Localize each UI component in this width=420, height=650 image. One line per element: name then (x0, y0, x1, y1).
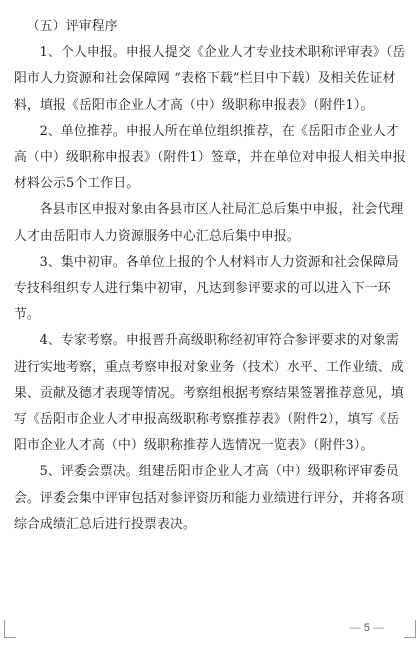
paragraph-committee-vote: 5、评委会票决。组建岳阳市企业人才高（中）级职称评审委员会。评委会集中评审包括对参评资历和能力业绩进行评分，并将各项综合成绩汇总后进行投票表决。 (14, 464, 404, 532)
document-body (14, 14, 408, 538)
crop-mark-left-horizontal (4, 637, 16, 638)
section-heading: （五）评审程序 (26, 19, 118, 34)
paragraph-preliminary-review: 3、集中初审。各单位上报的个人材料市人力资源和社会保障局专技科组织专人进行集中初审，凡达到参评要求的可以进入下一环节。 (14, 254, 399, 323)
crop-mark-left-vertical (4, 620, 5, 638)
paragraph-expert-inspection: 4、专家考察。申报晋升高级职称经初审符合参评要求的对象需进行实地考察，重点考察申报对象业务（技术）水平、工作业绩、成果、贡献及德才表现等情况。考察组根据考察结果签署推荐意见，填写《岳阳市企业人才申报高级职称考察推荐表》（附件2），填写《岳阳市企业人才高（中）级职称推荐人选情况一览表》（附件3）。 (14, 333, 404, 454)
paragraph-individual-application: 1、个人申报。申报人提交《企业人才专业技术职称评审表》（岳阳市人力资源和社会保障网 “表格下载”栏目中下载）及相关佐证材料，填报《岳阳市企业人才高（中）级职称申报表》（附件1）。 (14, 45, 406, 113)
paragraph-county-application: 各县市区申报对象由各县市区人社局汇总后集中申报，社会代理人才由岳阳市人力资源服务中心汇总后集中申报。 (14, 202, 404, 244)
paragraph-unit-recommendation: 2、单位推荐。申报人所在单位组织推荐，在《岳阳市企业人才高（中）级职称申报表》（附件1）签章，并在单位对申报人相关申报材料公示5个工作日。 (14, 123, 406, 192)
crop-mark-right-horizontal (404, 637, 416, 638)
crop-mark-right-vertical (415, 620, 416, 638)
page-number: — 5 — (349, 622, 384, 634)
page-number-value: 5 (363, 622, 370, 634)
